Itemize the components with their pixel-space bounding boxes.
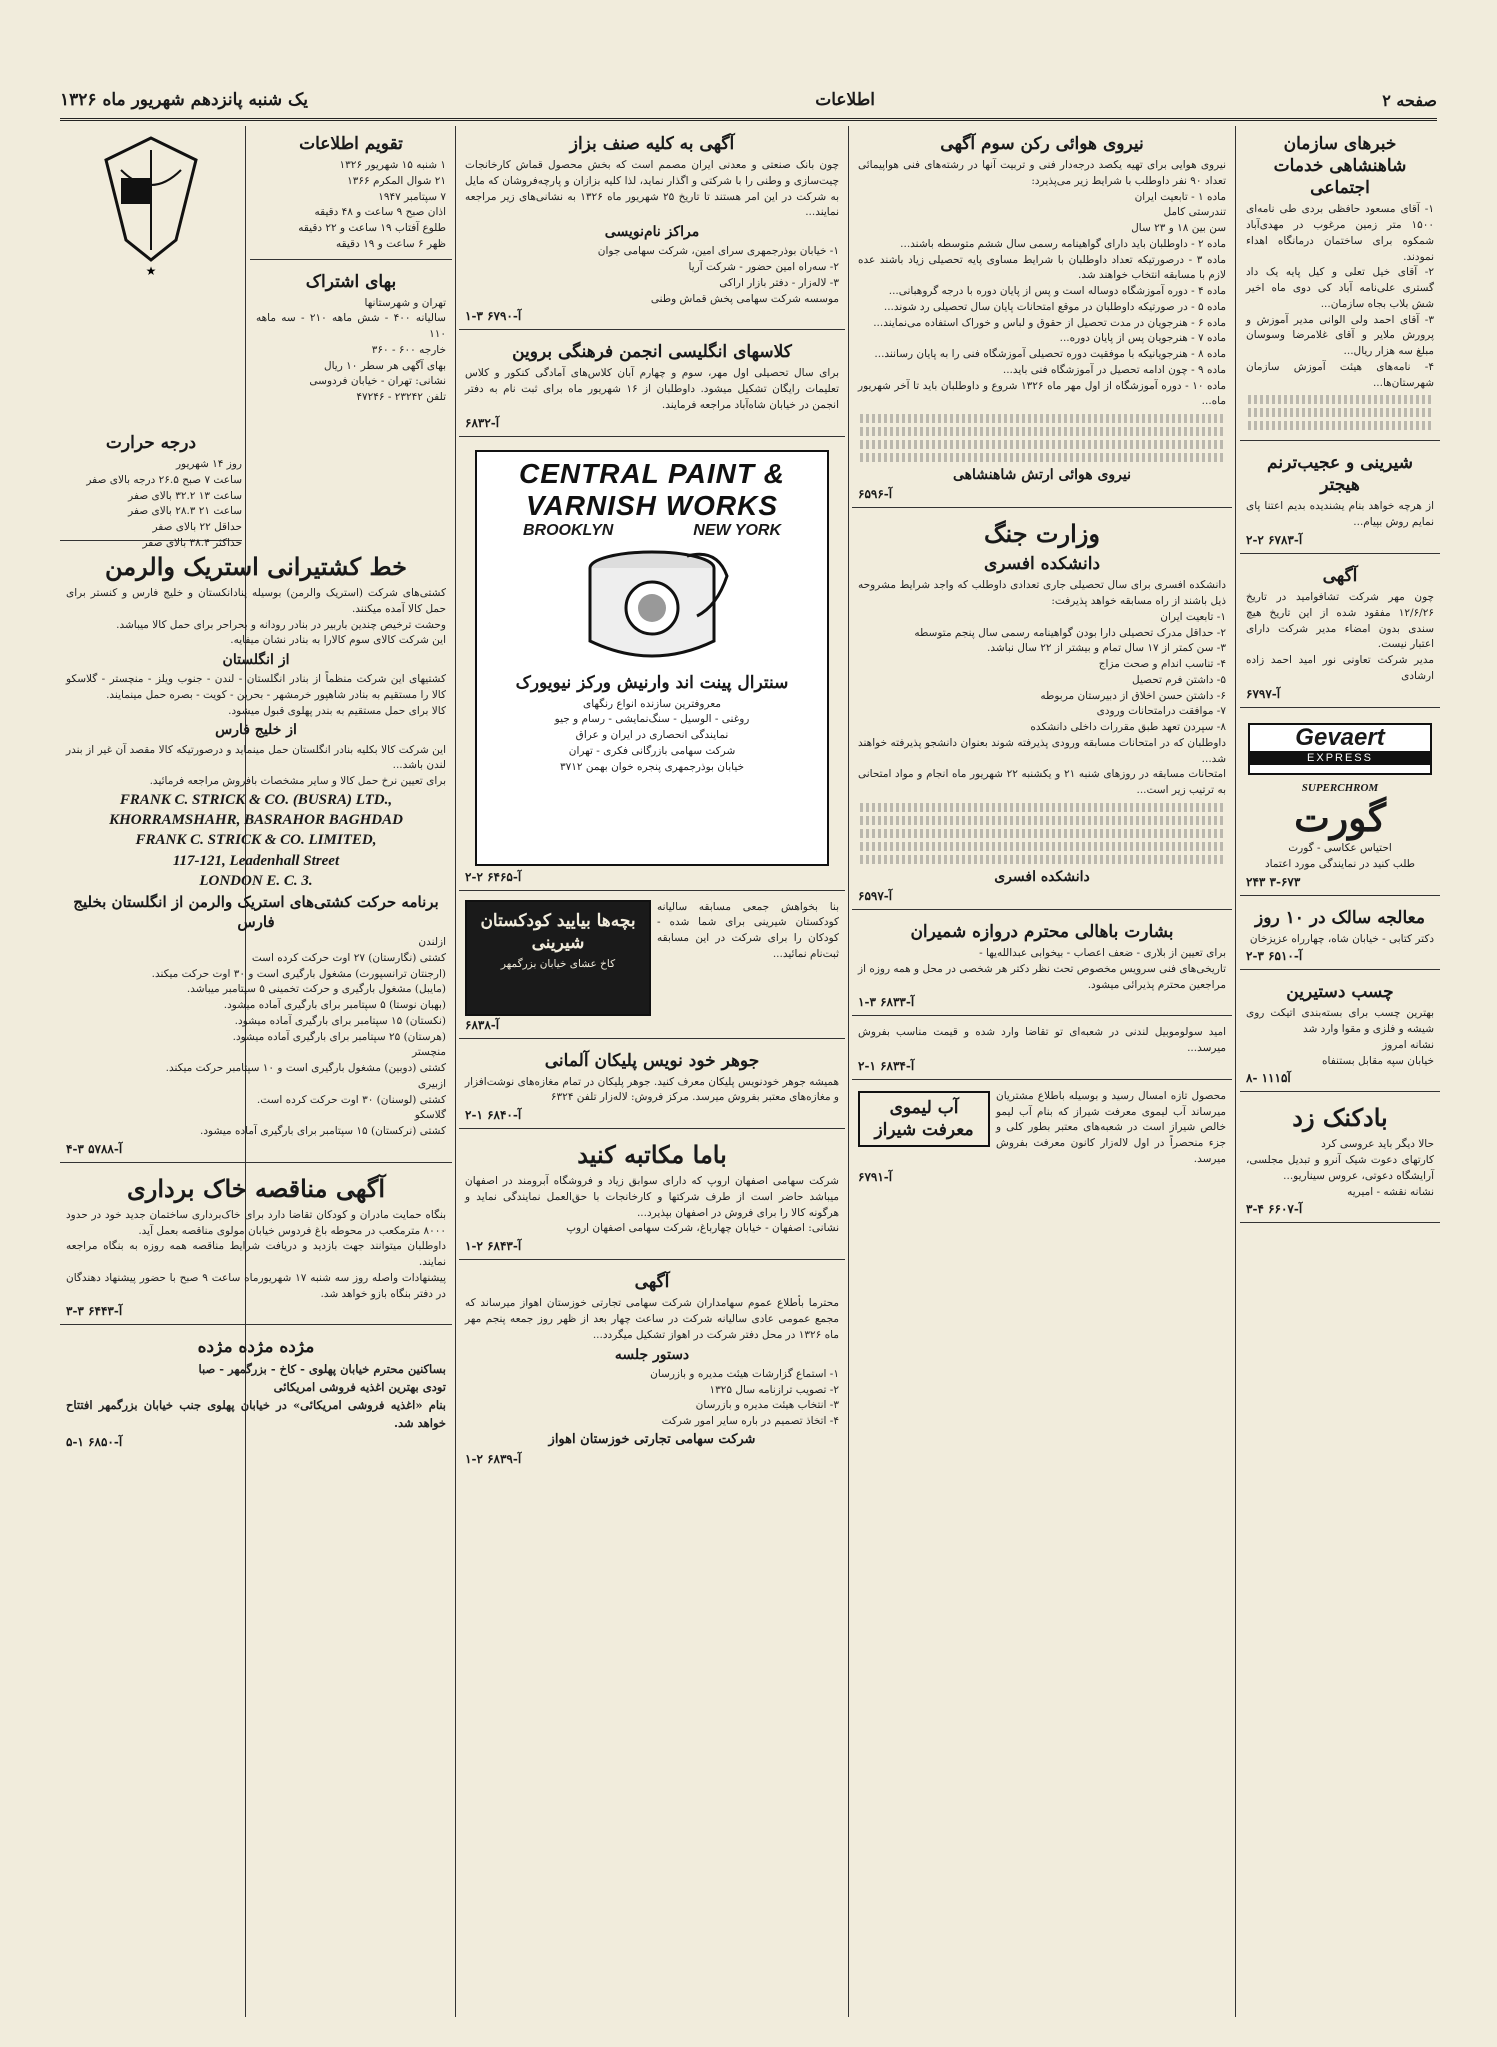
mozhdeh-code: ۵-۱ آ-۶۸۵۰ (66, 1434, 123, 1449)
correspondence-code: آ-۶۸۴۳ ۲-۱ (465, 1239, 522, 1254)
schedule-code: ۴-۳ آ-۵۷۸۸ (66, 1141, 123, 1156)
kids-banner (465, 900, 651, 1016)
notice-body: چون مهر شرکت تشافوامید در تاریخ ۱۲/۶/۲۶ مفقود شده از این تاریخ هیچ سندی بدون امضاء مدیر شرکت دارای اعتبار نیست. مدیر شرکت تعاونی نور امید احمد زاده ارشادی (1246, 591, 1434, 682)
classes-body: برای سال تحصیلی اول مهر، سوم و چهارم آبان کلاس‌های آمادگی کنکور و کلاس تعلیمات رایگان تشکیل میشود. داوطلبان از ۱۶ شهریور ماه برای ثبت نام به دفتر انجمن در خیابان شاه‌آباد مراجعه فرمایند. (465, 367, 839, 411)
kids-code: آ-۶۸۳۸ (465, 1017, 500, 1032)
scooter-ad (852, 1020, 1232, 1080)
shemiran-title: بشارت باهالی محترم دروازه شمیران (910, 922, 1174, 943)
meeting-sign: شرکت سهامی تجارتی خوزستان اهواز (548, 1431, 756, 1447)
schedule-body: ازلندن کشتی (نگارستان) ۲۷ اوت حرکت کرده است (ارجنتان ترانسپورت) مشغول بارگیری است و ۳۰ اوت حرکت میکند. (مایبل) مشغول بارگیری و حرکت تخمینی ۵ سپتامبر میباشد. (بهبان نوستا) ۵ سپتامبر برای بارگیری آماده میشود. (نکستان) ۱۵ سپتامبر برای بارگیری آماده میشود. (هرستان) ۲۵ سپتامبر برای بارگیری آماده میشود. منچستر کشتی (دوبین) مشغول بارگیری است و ۱۰ سپتامبر حرکت میکند. ازبیری کشتی (لوسنان) ۳۰ اوت حرکت کرده است. گلاسکو کشتی (نرکستان) ۱۵ سپتامبر برای بارگیری آماده میشود. (151, 936, 446, 1138)
mozhdeh-title: مژده مژده مژده (197, 1337, 315, 1358)
meeting-ad (459, 1264, 845, 1471)
kindergarten-ad (459, 895, 845, 1039)
column-left-wide (60, 545, 452, 2027)
paint-body-fa: معروفترین سازنده انواع رنگهای روغنی - الوسیل - سنگ‌نمایشی - رسام و جیو نمایندگی انحصاری در ایران و عراق شرکت سهامی بازرگانی فکری - تهران خیابان بوذرجمهری پنجره خوان بهمن ۳۷۱۲ (554, 697, 750, 773)
meeting-agenda-title: دستور جلسه (614, 1346, 690, 1363)
meeting-code: آ-۶۸۳۹ ۲-۱ (465, 1451, 522, 1466)
weavers-code: آ-۶۷۹۰ ۳-۱ (465, 309, 522, 324)
strick-ad (60, 545, 452, 1163)
pelikan-body: همیشه جوهر خودنویس پلیکان معرف کنید. جوهر پلیکان در تمام مغازه‌های نوشت‌افزار و مغازه‌های معتبر بفروش میرسد. مرکز فروش: لاله‌زار تلفن ۶۳۲۴ (465, 1075, 839, 1104)
lemon-code: آ-۶۷۹۱ (858, 1169, 893, 1184)
correspondence-body: شرکت سهامی اصفهان اروپ که دارای سوابق زیاد و فروشگاه آبرومند در اصفهان میباشد حاضر است از طرف شرکتها و کارخانجات با حق‌العمل نمایندگی نماید و هرگونه کالا را برای فروش در اصفهان بپذیرد... نشانی: اصفهان - خیابان چهارباغ، شرکت سهامی اصفهان اروپ (465, 1175, 839, 1235)
shemiran-code: آ-۶۸۳۳ ۳-۱ (858, 995, 915, 1010)
meeting-body: محترما بأطلاع عموم سهامداران شرکت سهامی تجارتی خوزستان اهواز میرساند که مجمع عمومی عادی سالیانه شرکت در ساعت چهار بعد از ظهر روز جمعه پنجم مهر ماه ۱۳۲۶ در محل دفتر شرکت در اهواز تشکیل میگردد... (465, 1297, 839, 1341)
letter-block (1240, 445, 1440, 554)
classes-code: آ-۶۸۳۲ (465, 415, 500, 430)
pelikan-code: آ-۶۸۴۰ ۱-۲ (465, 1108, 522, 1123)
paint-code: آ-۶۴۶۵ ۲-۲ (465, 869, 522, 884)
paint-city-1: BROOKLYN (522, 521, 614, 539)
notice-block (1240, 558, 1440, 708)
classes-title: کلاسهای انگلیسی انجمن فرهنگی بروین (512, 342, 792, 363)
war-subtitle: دانشکده افسری (983, 554, 1101, 575)
calendar-body: ۱ شنبه ۱۵ شهریور ۱۳۲۶ ۲۱ شوال المکرم ۱۳۶۶ ۷ سپتامبر ۱۹۴۷ اذان صبح ۹ ساعت و ۴۸ دقیقه طلوع آفتاب ۱۹ ساعت و ۲۲ دقیقه ظهر ۶ ساعت و ۱۹ دقیقه (298, 159, 446, 250)
weavers-addresses: ۱- خیابان بوذرجمهری سرای امین، شرکت سهامی جوان ۲- سه‌راه امین حضور - شرکت آریا ۳- لاله‌زار - دفتر بازار اراکی موسسه شرکت سهامی پخش قماش وطنی (597, 245, 839, 305)
classes-ad (459, 334, 845, 436)
letter-code: ۲-۲ آ-۶۷۸۳ (1246, 532, 1303, 547)
strick-title: خط کشتیرانی استریک والرمن (105, 552, 407, 581)
newspaper-emblem (60, 126, 242, 284)
weavers-ad (459, 126, 845, 330)
kids-banner-title: بچه‌ها بیایید کودکستان شیرینی (480, 910, 636, 953)
notice-title: آگهی (1322, 565, 1358, 586)
mozhdeh-ad (60, 1329, 452, 1454)
glue-code: ۸- ۱۱۱۵آ (1246, 1071, 1291, 1086)
column-center-right (852, 126, 1232, 2027)
schedule-title: برنامه حرکت کشتی‌های استریک والرمن از انگلستان بخلیج فارس (73, 893, 439, 931)
clinic-code: آ-۶۵۱۰ ۳-۲ (1246, 949, 1303, 964)
badkonak-body: حالا دیگر باید عروسی کرد کارتهای دعوت شیک آنرو و تبدیل مجلسی، آرایشگاه دعوتی، عروس سیناریو... نشانه نقشه - امیریه (1246, 1138, 1434, 1198)
lemon-ad (852, 1084, 1232, 1190)
airforce-code: آ-۶۵۹۶ (858, 487, 893, 502)
page-number: صفحه ۲ (1382, 90, 1437, 110)
issue-date: یک شنبه پانزدهم شهریور ماه ۱۳۲۶ (60, 90, 308, 110)
subscription-title: بهای اشتراک (305, 271, 397, 292)
paint-ad-box (475, 450, 829, 866)
strick-english-address: FRANK C. STRICK & CO. (BUSRA) LTD., KHORRAMSHAHR, BASRAHOR BAGHDAD FRANK C. STRICK & CO. LIMITED, 117-121, Leadenhall Street LONDON E. C. 3. (109, 791, 403, 889)
correspondence-ad (459, 1133, 845, 1260)
strick-body2: کشتیهای این شرکت منظماً از بنادر انگلستان - لندن - جنوب ویلز - منچستر - گلاسکو کالا را مستقیم به بنادر شاهپور خرمشهر - بحرین - کویت - بصره حمل مینمایند. کالا برای حمل مستقیم به بندر پهلوی قبول میشود. (66, 673, 446, 717)
gevaert-brand: Gevaert (1295, 723, 1385, 751)
clinic-ad (1240, 900, 1440, 971)
glue-body: بهترین چسب برای بسته‌بندی اتیکت روی شیشه و فلزی و مقوا وارد شد نشانه امروز خیابان سپه مقابل بستنفاه (1246, 1007, 1434, 1067)
gevaert-sub: SUPERCHROM (1301, 781, 1379, 794)
clinic-title: معالجه سالک در ۱۰ روز (1255, 907, 1425, 928)
column-right (1240, 126, 1440, 2027)
airforce-body: نیروی هوایی برای تهیه یکصد درجه‌دار فنی و تربیت آنها در رشته‌های فنی هواپیمائی تعداد ۹۰ نفر داوطلب با شرایط زیر می‌پذیرد: ماده ۱ - تابعیت ایران تندرستی کامل سن بین ۱۸ و ۲۳ سال ماده ۲ - داوطلبان باید دارای گواهینامه رسمی سال ششم متوسطه باشند... ماده ۳ - درصورتیکه تعداد داوطلبان با شرایط مساوی پایه تحصیلی زیاد باشند عده لازم با مسابقه انتخاب خواهند شد. ماده ۴ - دوره آموزشگاه دوساله است و پس از پایان دوره با درجه گروهبانی... ماده ۵ - در صورتیکه داوطلبان در موقع امتحانات پایان سال تحصیلی رد شوند... ماده ۶ - هنرجویان در مدت تحصیل از حقوق و لباس و خوراک استفاده می‌نمایند... ماده ۷ - هنرجویان پس از پایان دوره... ماده ۸ - هنرجویانیکه با موفقیت دوره تحصیلی آموزشگاه فنی را به پایان رسانند... ماده ۹ - چون ادامه تحصیل در آموزشگاه فنی باید... ماده ۱۰ - دوره آموزشگاه از اول مهر ماه ۱۳۲۶ شروع و داوطلبان باید تا آخر شهریور ماه... (858, 159, 1226, 408)
newspaper-name: اطلاعات (815, 90, 875, 110)
strick-sub1: از انگلستان (222, 652, 290, 668)
weather-body: روز ۱۴ شهریور ساعت ۷ صبح ۲۶.۵ درجه بالای صفر ساعت ۱۳ ۳۲.۲ بالای صفر ساعت ۲۱ ۲۸.۳ بالای صفر حداقل ۲۲ بالای صفر حداکثر ۳۸.۴ بالای صفر (86, 458, 242, 549)
badkonak-title: بادکنک زد (1292, 1103, 1388, 1133)
news-body: ۱- آقای مسعود حافظی بردی طی نامه‌ای ۱۵۰۰ متر زمین مرغوب در مهدی‌آباد شمکوه برای ساختمان درمانگاه اهداء نمودند. ۲- آقای خیل تعلی و کیل پایه یک داد گستری علی‌نامه آباد کی دوی ماه اخیر شش بلاب بجاه سازمان... ۳- آقای احمد ولی الوانی مدیر آموزش و پرورش ملایر و آقای غلامرضا وسوسان مبلغ سه هزار ریال... ۴- نامه‌های هیئت آموزش سازمان شهرستان‌ها... (1246, 203, 1434, 389)
gort-code: ۲۴۳ ۳-۶۷۳ (1246, 874, 1301, 889)
svg-text:★: ★ (145, 264, 157, 278)
badkonak-ad (1240, 1096, 1440, 1223)
calendar-block (250, 126, 452, 260)
shemiran-ad (852, 914, 1232, 1016)
column-weather (60, 430, 242, 549)
clinic-body: دکتر کتابی - خیابان شاه، چهارراه عزیزخان (1249, 932, 1434, 945)
gevaert-ad (1240, 712, 1440, 896)
pelikan-title: جوهر خود نویس پلیکان آلمانی (544, 1050, 760, 1071)
war-title: وزارت جنگ (984, 519, 1100, 549)
lemon-title: آب لیموی معرفت شیراز (858, 1091, 990, 1147)
gevaert-logo (1248, 723, 1432, 775)
subscription-block (250, 264, 452, 412)
meeting-title: آگهی (634, 1272, 670, 1293)
column-center-left (459, 126, 845, 2027)
letter-body: از هرچه خواهد بنام یشندیده بدیم اعتنا پای نمایم روش بپیام... (1246, 500, 1434, 529)
tender-code: ۳-۳ آ-۶۴۴۳ (66, 1304, 123, 1319)
paint-title-fa: سنترال پینت اند وارنیش ورکز نیویورک (515, 672, 789, 693)
strick-sub2: از خلیج فارس (215, 722, 297, 739)
notice-code: آ-۶۷۹۷ (1246, 686, 1281, 701)
badkonak-code: ۳-۴ آ-۶۶۰۷ (1246, 1202, 1303, 1217)
scooter-code: آ-۶۸۳۴ ۱-۲ (858, 1058, 915, 1073)
kids-body: بنا بخواهش جمعی مسابقه سالیانه کودکستان شیرینی برای شما شده - کودکان را برای شرکت در این مسابقه ثبت‌نام نمائید... (657, 900, 839, 960)
kids-banner-sub: کاخ عشای خیابان بزرگمهر (500, 957, 616, 970)
gort-body: احتیاس عکاسی - گورت طلب کنید در نمایندگی مورد اعتماد (1264, 842, 1416, 870)
news-title: خبرهای سازمان شاهنشاهی خدمات اجتماعی (1273, 134, 1407, 199)
paint-city-2: NEW YORK (693, 521, 782, 539)
tender-body: بنگاه حمایت مادران و کودکان تقاضا دارد برای خاک‌برداری ساختمان جدید خود در حدود ۸۰۰۰ مترمکعب در محوطه باغ فردوس خیابان مولوی مناقصه بعمل آید. داوطلبان میتوانند جهت بازدید و دریافت شرایط مناقصه همه روزه به بنگاه مراجعه نمایند. پیشنهادات واصله روز سه شنبه ۱۷ شهریورماه ساعت ۹ صبح با حضور پیشنهاد دهندگان در دفتر بنگاه بازو خواهد شد. (66, 1208, 447, 1300)
column-calendar (250, 126, 452, 542)
shemiran-body: برای تعیین از بلاری - ضعف اعصاب - بیخوابی عبدالله‌یها - تاریخی‌های فنی سرویس مخصوص تحت نظر دکتر هر شخصی در محل و همه روزه از مراجعین محترم پذیرائی میشود. (858, 947, 1226, 991)
correspondence-title: باما مکاتبه کنید (577, 1140, 727, 1170)
meeting-agenda: ۱- استماع گزارشات هیئت مدیره و بازرسان ۲- تصویب ترازنامه سال ۱۳۲۵ ۳- انتخاب هیئت مدیره و بازرسان ۴- اتخاذ تصمیم در باره سایر امور شرکت (650, 1367, 839, 1427)
scooter-body: امید سولوموبیل لندنی در شعبه‌ای تو تقاضا وارد شده و قیمت مناسب بفروش میرسد... (858, 1026, 1226, 1055)
weavers-title: آگهی به کلیه صنف بزاز (569, 134, 735, 154)
calendar-title: تقویم اطلاعات (299, 134, 403, 154)
gort-title: گورت (1294, 795, 1386, 841)
war-sign: دانشکده افسری (994, 868, 1090, 885)
gevaert-express: EXPRESS (1250, 751, 1430, 765)
page-header (60, 82, 1437, 121)
tender-title: آگهی مناقصه خاک برداری (126, 1173, 386, 1203)
paint-can-illustration (483, 546, 821, 666)
lemon-body: محصول تازه امسال رسید و بوسیله باطلاع مشتریان میرساند آب لیموی معرفت شیراز که بنام آب لیمو خالص شیراز است در شعبه‌های معتبر بطور کلی و جزء منحصراً در اول لاله‌زار کانون معرفت بفروش میرسد. (996, 1089, 1226, 1165)
tender-ad (60, 1167, 452, 1326)
mozhdeh-body: بساکنین محترم خیابان پهلوی - کاخ - بزرگمهر - صبا تودی بهترین اغذیه فروشی امریکائی بنام «اغذیه فروشی امریکائی» در خیابان پهلوی جنب خیابان بزرگمهر افتتاح خواهد شد. (66, 1362, 446, 1430)
strick-body3: این شرکت کالا بکلیه بنادر انگلستان حمل مینماید و درصورتیکه کالا مقصد آن غیر از بندر لندن باشد... برای تعیین نرخ حمل کالا و سایر مشخصات بافروش مراجعه فرمائید. (66, 743, 446, 788)
strick-body: کشتی‌های شرکت (استریک والرمن) بوسیله پنادانکستان و خلیج فارس و کنستر برای حمل کالا آمده میکنند. وحشت ترخیص چندین باربیر در بنادر رودانه و بحراحر برای حمل کالا میباشد. این شرکت کالای سوم کالارا به بنادر نشان میفایه. (66, 587, 446, 647)
paint-cities (483, 522, 821, 540)
glue-title: چسب دستیرین (1286, 982, 1394, 1003)
letter-title: شیرینی و عجیب‌ترنم هیجتر (1267, 453, 1413, 496)
weavers-body: چون بانک صنعتی و معدنی ایران مصمم است که بخش محصول قماش کارخانجات چیت‌سازی و وطنی را با شرکتی و اگذار نماید، لذا کلیه بزازان و پارچه‌فروشان که مایل به شرکت در این امر هستند تا تاریخ ۲۵ شهریور ماه ۱۳۲۶ به نشانی‌های زیر مراجعه نمایند... (465, 159, 840, 219)
pelikan-ad (459, 1043, 845, 1130)
paint-title-en: CENTRAL PAINT & VARNISH WORKS (519, 457, 785, 521)
weather-title: درجه حرارت (105, 433, 197, 453)
subscription-body: تهران و شهرستانها ساليانه ۴۰۰ - شش ماهه ۲۱۰ - سه ماهه ۱۱۰ خارجه ۶۰۰ - ۳۶۰ بهای آگهی هر سطر ۱۰ ریال نشانی: تهران - خیابان فردوسی تلفن ۲۳۲۴۲ - ۴۷۲۴۶ (256, 296, 446, 404)
war-body: دانشکده افسری برای سال تحصیلی جاری تعدادی داوطلب که واجد شرایط مشروحه ذیل باشند از راه مسابقه خواهد پذیرفت: ۱- تابعیت ایران ۲- حداقل مدرک تحصیلی دارا بودن گواهینامه رسمی سال پنجم متوسطه ۳- سن کمتر از ۱۷ سال تمام و بیشتر از ۲۲ سال نباشد. ۴- تناسب اندام و صحت مزاج ۵- داشتن فرم تحصیل ۶- داشتن حسن اخلاق از دبیرستان مربوطه ۷- موافقت درامتحانات ورودی ۸- سپردن تعهد طبق مقررات داخلی دانشکده داوطلبان که در امتحانات مسابقه ورودی پذیرفته شوند بعنوان دانشجو پذیرفته خواهند شد... امتحانات مسابقه در روزهای شنبه ۲۱ و یکشنبه ۲۲ شهریور ماه انجام و مواد امتحانی به ترتیب زیر است... (858, 579, 1226, 797)
war-ministry-ad (852, 512, 1232, 910)
airforce-ad (852, 126, 1232, 508)
glue-ad (1240, 974, 1440, 1092)
war-code: آ-۶۵۹۷ (858, 889, 893, 904)
column-logo (60, 126, 242, 426)
weavers-sub: مراکز نام‌نویسی (604, 224, 700, 241)
airforce-sign: نیروی هوائی ارتش شاهنشاهی (952, 467, 1132, 484)
news-block (1240, 126, 1440, 441)
paint-ad (459, 441, 845, 891)
airforce-title: نیروی هوائی رکن سوم آگهی (940, 134, 1144, 154)
